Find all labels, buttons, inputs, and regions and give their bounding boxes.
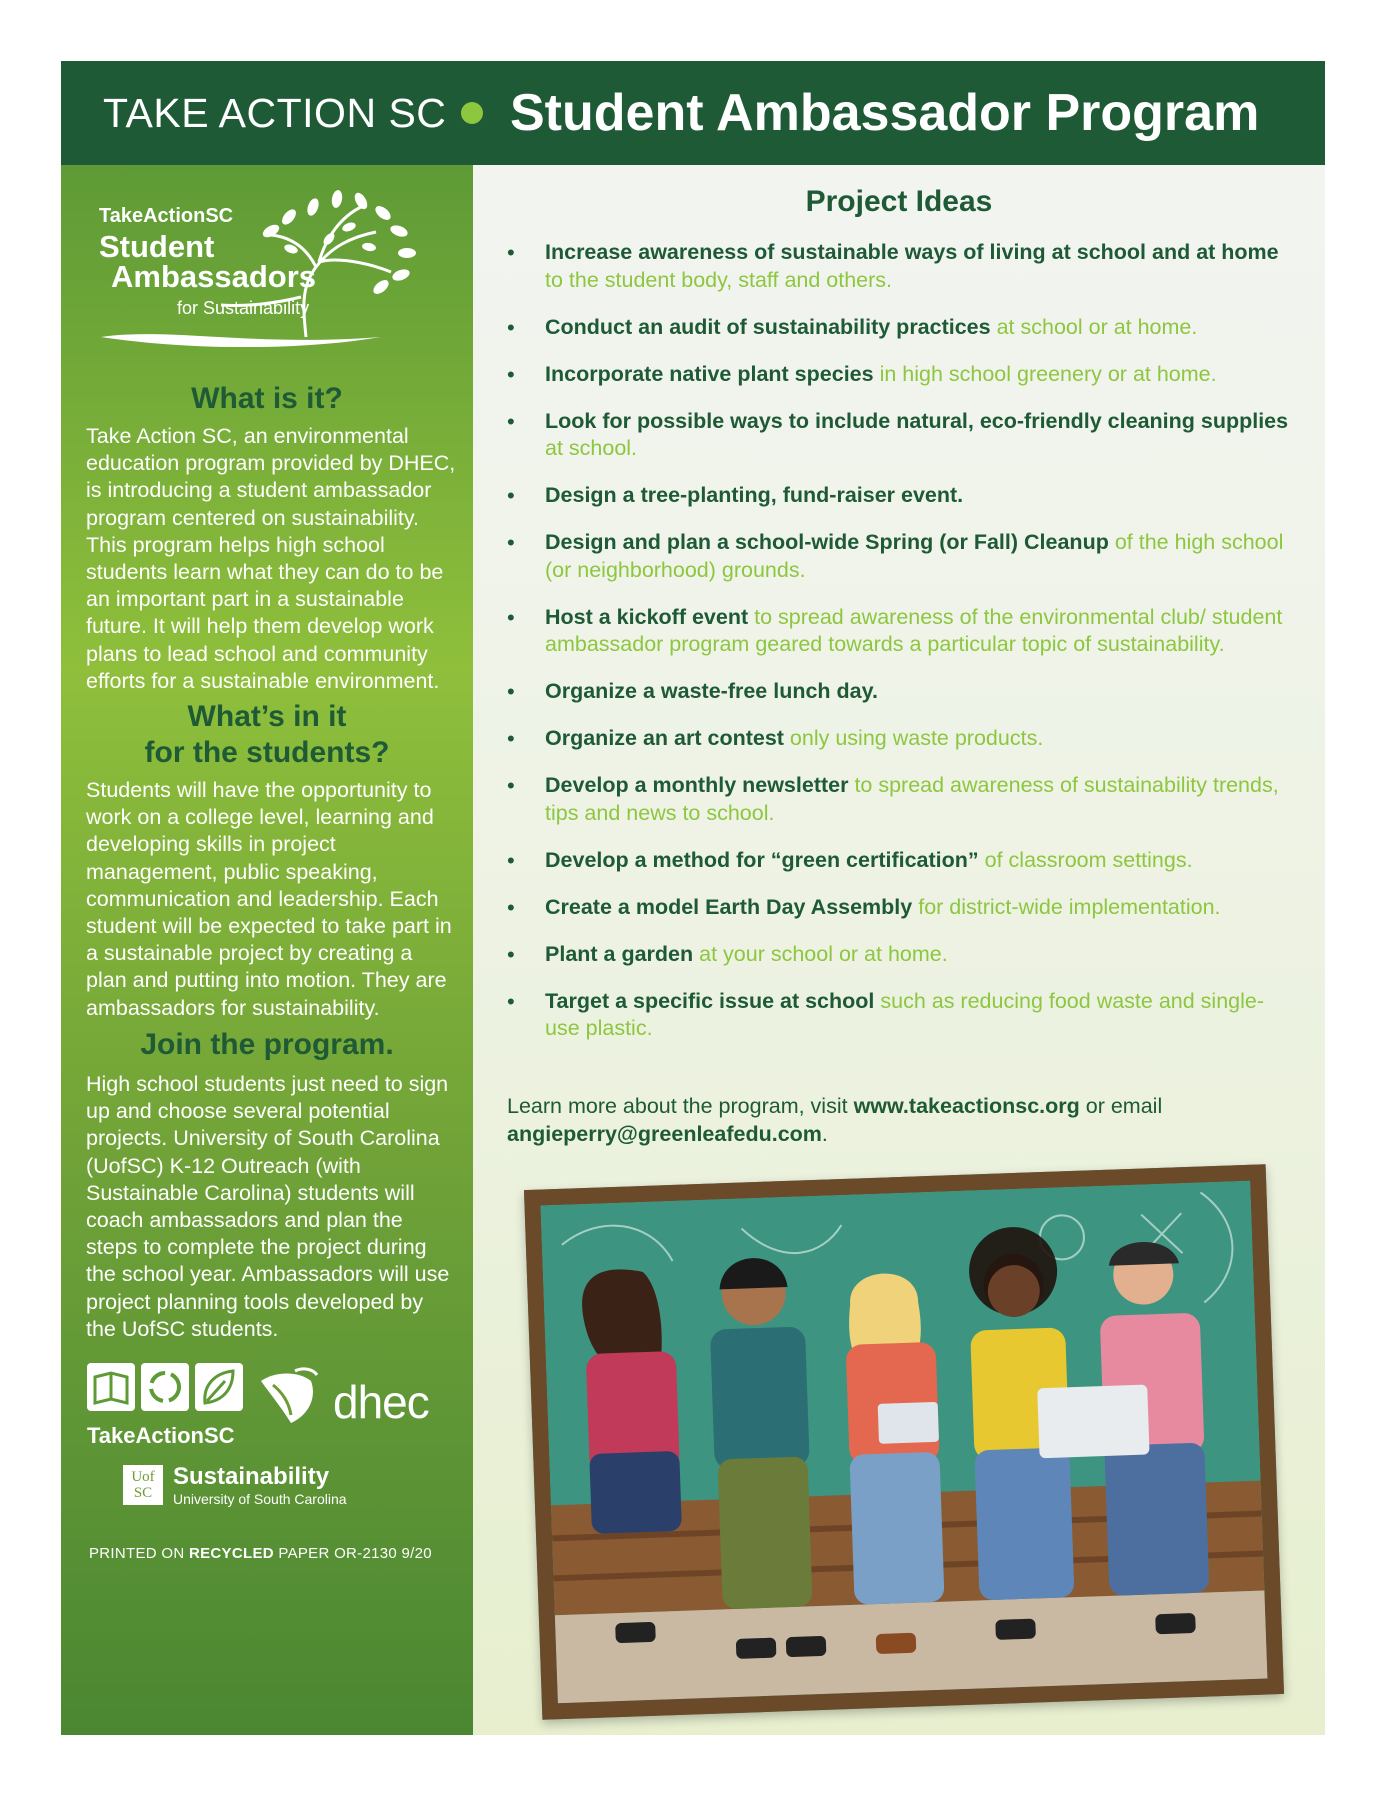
list-item: • Design a tree-planting, fund-raiser event. [507, 483, 964, 508]
list-item: • Organize a waste-free lunch day. [507, 679, 878, 704]
logo-line-takeaction: TakeActionSC [99, 205, 234, 227]
learn-more-text: Learn more about the program, visit www.takeactionsc.org or email angieperry@greenleafedu.com. [507, 1094, 1163, 1146]
bullet-icon: • [507, 847, 515, 873]
list-item: • Look for possible ways to include natural, eco-friendly cleaning supplies at school. [507, 408, 1289, 460]
students-illustration [541, 1181, 1268, 1703]
footer-recycled: RECYCLED [188, 1545, 274, 1562]
logo-line-ambassadors: Ambassadors [111, 259, 317, 294]
bullet-icon: • [507, 604, 515, 630]
dhec-label: dhec [333, 1376, 429, 1428]
main-content [473, 165, 1325, 1735]
bullet-icon: • [507, 483, 515, 508]
bullet-icon: • [507, 988, 515, 1014]
photo-frame [524, 1164, 1284, 1720]
bullet-icon: • [507, 894, 515, 920]
whats-in-it-title-line2: for the students? [144, 736, 390, 769]
bullet-icon: • [507, 941, 515, 967]
whats-in-it-title [61, 699, 473, 771]
bullet-icon: • [507, 240, 515, 265]
footer-paper-code: PAPER OR-2130 9/20 [278, 1545, 432, 1562]
bullet-icon: • [507, 726, 515, 751]
student-photo [524, 1164, 1284, 1720]
website-link[interactable]: www.takeactionsc.org [853, 1094, 1080, 1118]
list-item: • Plant a garden at your school or at home. [507, 941, 948, 967]
list-item: • Develop a monthly newsletter to spread awareness of sustainability trends, tips and news to school. [507, 773, 1279, 825]
what-is-it-body: Take Action SC, an environmental education program provided by DHEC, is introducing a student ambassador program centered on sustainability. This program helps high school students learn what they can do to be an important part in a sustainable future. It will help them develop work plans to lead school and community efforts for a sustainable environment. [86, 424, 456, 693]
list-item: • Develop a method for “green certification” of classroom settings. [507, 847, 1193, 873]
list-item: • Create a model Earth Day Assembly for district-wide implementation. [507, 894, 1221, 920]
usc-subtitle: University of South Carolina [173, 1491, 347, 1507]
header-dot-icon [461, 102, 483, 124]
header-right-title: Student Ambassador Program [510, 84, 1260, 142]
takeaction-label: TakeActionSC [87, 1423, 235, 1448]
bullet-icon: • [507, 679, 515, 704]
list-item: • Incorporate native plant species in high school greenery or at home. [507, 361, 1217, 387]
sidebar [61, 165, 473, 1735]
list-item: • Conduct an audit of sustainability practices at school or at home. [507, 314, 1198, 340]
takeaction-icons [85, 1361, 245, 1419]
email-link[interactable]: angieperry@greenleafedu.com [507, 1121, 822, 1146]
usc-sustainability-logo [123, 1463, 423, 1513]
logo-text [99, 205, 316, 319]
bullet-icon: • [507, 314, 515, 340]
flyer-page [61, 61, 1325, 1735]
join-body: High school students just need to sign up and choose several potential projects. University of South Carolina (UofSC) K-12 Outreach (with Sustainable Carolina) students will coach ambassadors and plan the steps to complete the project during the school year. Ambassadors will use project planning tools developed by the UofSC students. [86, 1072, 450, 1341]
list-item: • Increase awareness of sustainable ways of living at school and at home to the student body, staff and others. [507, 240, 1279, 292]
bullet-icon: • [507, 773, 515, 798]
usc-title: Sustainability [173, 1463, 330, 1490]
header-banner [61, 61, 1325, 165]
header-left-title: TAKE ACTION SC [103, 90, 447, 136]
bullet-icon: • [507, 361, 515, 387]
logo-line-sustainability: for Sustainability [177, 298, 310, 318]
project-ideas-title: Project Ideas [805, 185, 993, 218]
footer-printed-on: PRINTED ON [89, 1545, 185, 1562]
dhec-logo-icon [255, 1367, 335, 1427]
whats-in-it-title-line1: What’s in it [187, 700, 347, 733]
join-title: Join the program. [140, 1028, 394, 1061]
student-ambassadors-logo [91, 187, 441, 347]
list-item: • Organize an art contest only using waste products. [507, 726, 1044, 751]
project-ideas-list [507, 239, 1297, 1062]
bullet-icon: • [507, 408, 515, 434]
list-item: • Target a specific issue at school such as reducing food waste and single-use plastic. [507, 988, 1265, 1040]
logo-line-student: Student [99, 229, 215, 264]
bullet-icon: • [507, 530, 515, 555]
usc-seal-icon: Uof SC [123, 1465, 163, 1505]
print-footer [89, 1545, 432, 1562]
list-item: • Design and plan a school-wide Spring (or Fall) Cleanup of the high school (or neighborhood) grounds. [507, 530, 1284, 582]
list-item: • Host a kickoff event to spread awareness of the environmental club/ student ambassador program geared towards a particular topic of sustainability. [507, 604, 1283, 656]
whats-in-it-body: Students will have the opportunity to work on a college level, learning and developing skills in project management, public speaking, communication and leadership. Each student will be expected to take part in a sustainable project by creating a plan and putting into motion. They are ambassadors for sustainability. [86, 778, 452, 1020]
what-is-it-title: What is it? [191, 382, 343, 415]
